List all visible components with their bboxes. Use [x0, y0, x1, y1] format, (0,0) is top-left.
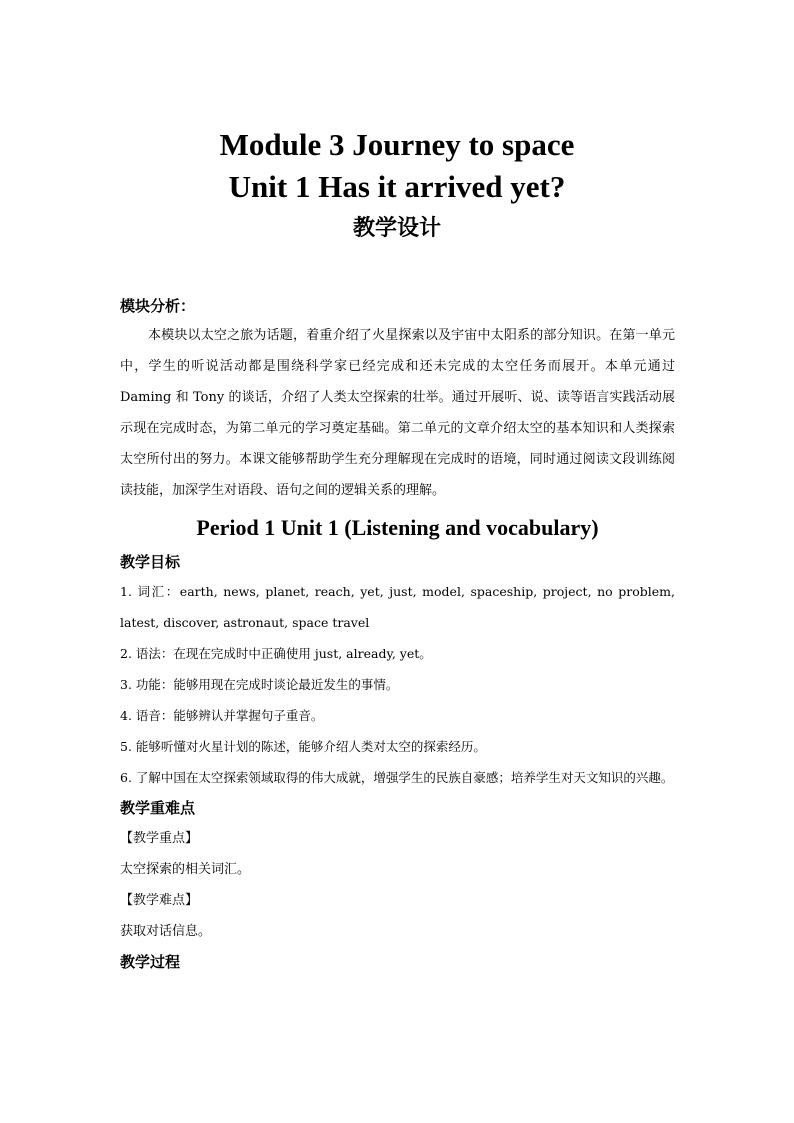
difficulty-text: 获取对话信息。: [120, 924, 212, 939]
module-analysis-heading: 模块分析：: [120, 297, 196, 315]
key-points-heading: 教学重难点: [120, 799, 196, 817]
objective-item: 4. 语音：能够辨认并掌握句子重音。: [120, 708, 324, 723]
objective-item: 3. 功能：能够用现在完成时谈论最近发生的事情。: [120, 677, 399, 692]
process-heading: 教学过程: [120, 953, 181, 971]
design-subtitle: 教学设计: [352, 215, 441, 241]
objective-item: 2. 语法：在现在完成时中正确使用 just, already, yet。: [120, 646, 432, 661]
objective-item: 6. 了解中国在太空探索领域取得的伟大成就，增强学生的民族自豪感；培养学生对天文知识的兴趣。: [120, 770, 674, 785]
objective-item: 1. 词汇：earth, news, planet, reach, yet, just, model, spaceship, project, no problem, latest, discover, astronaut, space travel: [120, 584, 675, 630]
document-body: [120, 292, 675, 977]
focus-label: 【教学重点】: [120, 831, 199, 846]
focus-text: 太空探索的相关词汇。: [120, 862, 251, 877]
period-title: Period 1 Unit 1 (Listening and vocabulary): [196, 515, 599, 540]
objective-item: 5. 能够听懂对火星计划的陈述，能够介绍人类对太空的探索经历。: [120, 739, 486, 754]
difficulty-label: 【教学难点】: [120, 893, 199, 908]
objectives-heading: 教学目标: [120, 553, 181, 571]
unit-title: Unit 1 Has it arrived yet?: [228, 169, 566, 204]
module-title: Module 3 Journey to space: [219, 127, 575, 162]
module-analysis-paragraph: 本模块以太空之旅为话题，着重介绍了火星探索以及宇宙中太阳系的部分知识。在第一单元中，学生的听说活动都是围绕科学家已经完成和还未完成的太空任务而展开。本单元通过 Daming 和 Tony 的谈话，介绍了人类太空探索的壮举。通过开展听、说、读等语言实践活动展示现在完成时态，为第二单元的学习奠定基础。第二单元的文章介绍太空的基本知识和人类探索太空所付出的努力。本课文能够帮助学生充分理解现在完成时的语境，同时通过阅读文段训练阅读技能，加深学生对语段、语句之间的逻辑关系的理解。: [120, 328, 675, 498]
